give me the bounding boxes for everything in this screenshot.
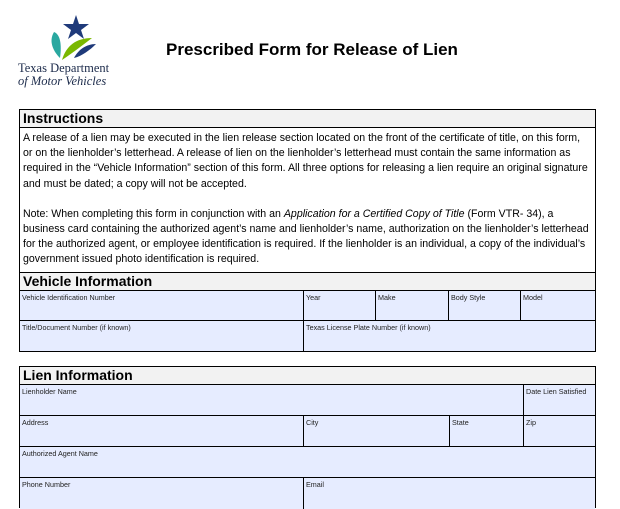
instructions-paragraph-2: [23, 207, 592, 268]
instructions-paragraph-1: A release of a lien may be executed in the lien release section located on the front of the certificate of title, on this form, or on the lienholder’s letterhead. A release of lien on the lienholder’s letterhead must contain the same information as required in the “Vehicle Information” section of this form. All three options for releasing a lien require an original signature and must be dated; a copy will not be accepted.: [23, 132, 588, 190]
lien-section: [19, 366, 596, 508]
model-field[interactable]: Model: [521, 291, 595, 321]
email-field[interactable]: Email: [304, 478, 595, 509]
agency-line1: Texas Department: [18, 61, 110, 75]
lien-fields: [20, 385, 595, 509]
instructions-body: [20, 128, 595, 272]
logo-teal-swoosh-icon: [52, 32, 61, 58]
state-field[interactable]: State: [450, 416, 524, 447]
zip-field[interactable]: Zip: [524, 416, 595, 447]
page-title: Prescribed Form for Release of Lien: [166, 40, 458, 59]
address-field[interactable]: Address: [20, 416, 304, 447]
agency-line2: of Motor Vehicles: [18, 74, 107, 88]
city-field[interactable]: City: [304, 416, 450, 447]
title-document-number-field[interactable]: Title/Document Number (if known): [20, 321, 304, 351]
lien-heading: Lien Information: [20, 367, 595, 385]
vehicle-heading: Vehicle Information: [20, 273, 595, 291]
vehicle-section: [19, 272, 596, 352]
vehicle-fields: [20, 291, 595, 351]
note-text-start: Note: When completing this form in conjunction with an: [23, 207, 284, 220]
agency-name: [18, 62, 109, 88]
instructions-heading: Instructions: [20, 110, 595, 128]
year-field[interactable]: Year: [304, 291, 376, 321]
license-plate-field[interactable]: Texas License Plate Number (if known): [304, 321, 595, 351]
form-title-italic: Application for a Certified Copy of Title: [283, 207, 465, 220]
authorized-agent-name-field[interactable]: Authorized Agent Name: [20, 447, 595, 478]
body-style-field[interactable]: Body Style: [449, 291, 521, 321]
date-lien-satisfied-field[interactable]: Date Lien Satisfied: [524, 385, 595, 416]
star-icon: [63, 15, 89, 39]
phone-number-field[interactable]: Phone Number: [20, 478, 304, 509]
note-text-end: (Form VTR- 34), a business card containing the authorized agent’s name and lienholder’s name, authorization on the lienholder’s letterhead for the authorized agent, or employee identification is required. If the lienholder is an individual, a copy of the individual’s government issued photo identification is required.: [23, 207, 589, 266]
make-field[interactable]: Make: [376, 291, 449, 321]
instructions-section: [19, 109, 596, 273]
vin-field[interactable]: Vehicle Identification Number: [20, 291, 304, 321]
lienholder-name-field[interactable]: Lienholder Name: [20, 385, 524, 416]
